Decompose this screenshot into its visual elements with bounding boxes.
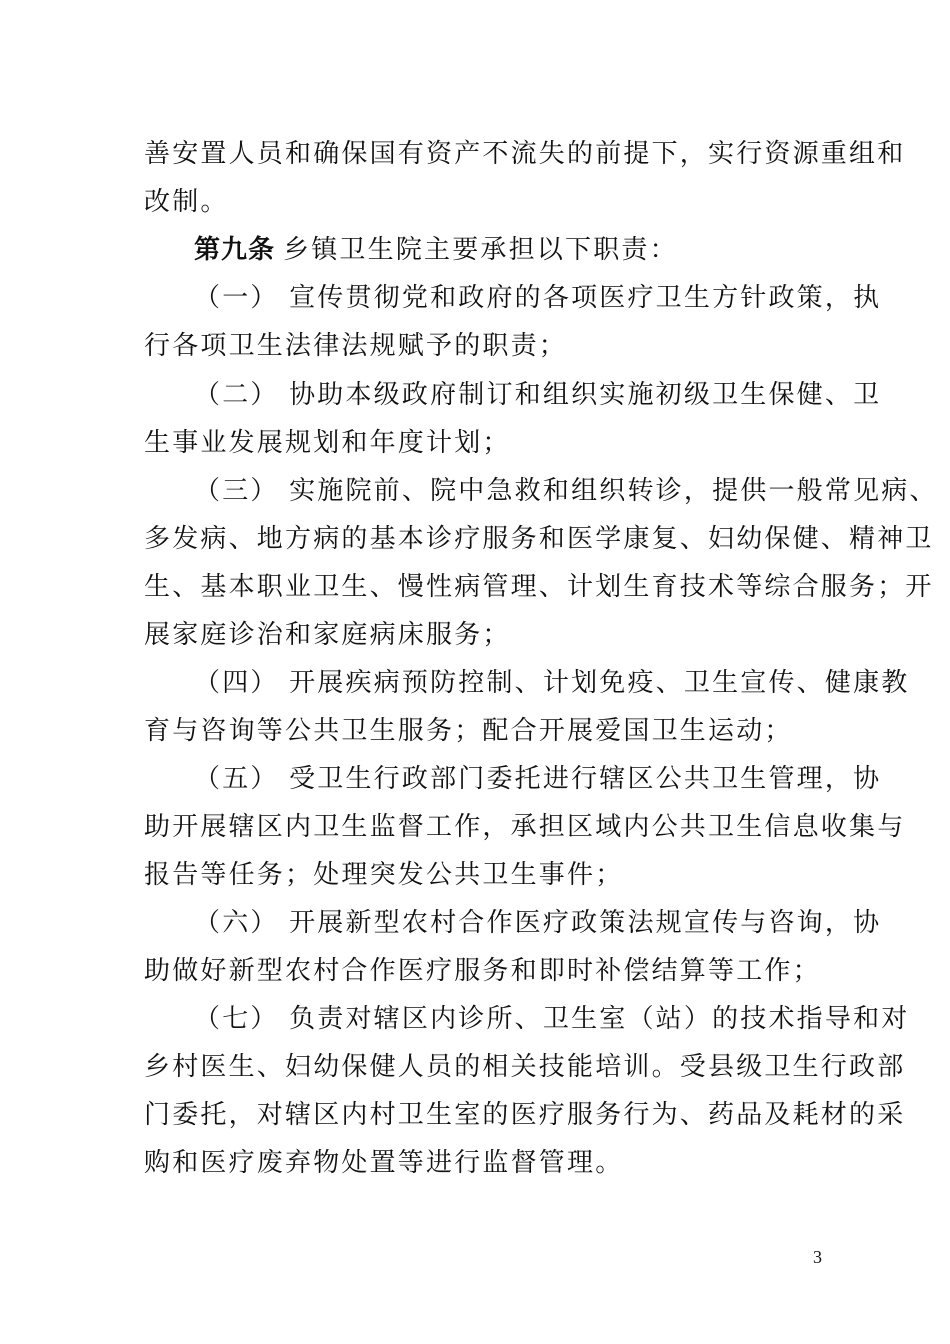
article-number: 第九条 [194,235,276,265]
text-line: （四） 开展疾病预防控制、计划免疫、卫生宣传、健康教 [194,668,910,698]
text-line: （三） 实施院前、院中急救和组织转诊，提供一般常见病、 [194,476,938,506]
text-line: 助做好新型农村合作医疗服务和即时补偿结算等工作； [144,956,821,986]
text-line: （七） 负责对辖区内诊所、卫生室（站）的技术指导和对 [194,1004,910,1034]
text-line: 生、基本职业卫生、慢性病管理、计划生育技术等综合服务；开 [144,572,934,602]
text-line: 报告等任务；处理突发公共卫生事件； [144,860,624,890]
text-line: 门委托，对辖区内村卫生室的医疗服务行为、药品及耗材的采 [144,1100,906,1130]
text-line: 改制。 [144,187,229,217]
page-number: 3 [813,1247,822,1267]
text-line: 生事业发展规划和年度计划； [144,428,511,458]
text-line: 乡村医生、妇幼保健人员的相关技能培训。受县级卫生行政部 [144,1052,906,1082]
text-line: （六） 开展新型农村合作医疗政策法规宣传与咨询，协 [194,908,882,938]
text-line: （二） 协助本级政府制订和组织实施初级卫生保健、卫 [194,380,882,410]
text-line: 育与咨询等公共卫生服务；配合开展爱国卫生运动； [144,716,793,746]
text-line: 购和医疗废弃物处置等进行监督管理。 [144,1148,624,1178]
text-line: 行各项卫生法律法规赋予的职责； [144,331,568,361]
text-line: 助开展辖区内卫生监督工作，承担区域内公共卫生信息收集与 [144,812,906,842]
article-text: 乡镇卫生院主要承担以下职责： [283,235,678,265]
article-heading-line [194,234,678,266]
text-line: 多发病、地方病的基本诊疗服务和医学康复、妇幼保健、精神卫 [144,524,934,554]
text-line: （一） 宣传贯彻党和政府的各项医疗卫生方针政策，执 [194,283,882,313]
text-line: （五） 受卫生行政部门委托进行辖区公共卫生管理，协 [194,764,882,794]
text-line: 善安置人员和确保国有资产不流失的前提下，实行资源重组和 [144,139,906,169]
text-line: 展家庭诊治和家庭病床服务； [144,620,511,650]
